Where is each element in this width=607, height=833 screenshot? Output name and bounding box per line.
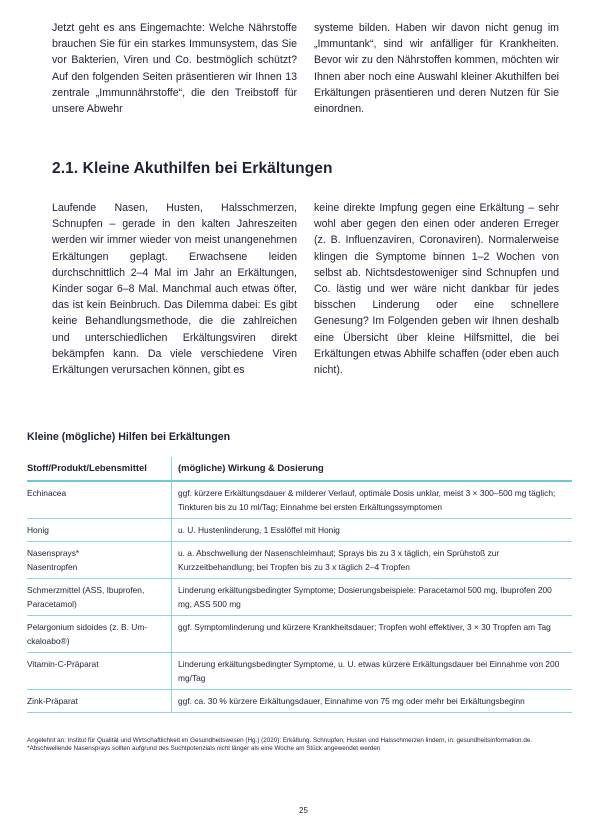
intro-left-column: Jetzt geht es ans Eingemachte: Welche Nährstoffe brauchen Sie für ein starkes Immunsystem, das Sie vor Bakterien, Viren und Co. bestmöglich schützt? Auf den folgenden Seiten präsentieren wir Ihnen 13 zentrale „Immunnährstoffe“, die den Treibstoff für unsere Abwehr [52,22,297,116]
row-substance: Vitamin-C-Präparat [27,653,172,690]
table-row [27,481,572,519]
row-substance: Pelargonium sidoides (z. B. Umckaloabo®) [27,616,172,653]
row-effect: u. a. Abschwellung der Nasenschleimhaut; Sprays bis zu 3 x täglich, ein Sprühstoß zur Kurzzeitbehandlung; bei Tropfen bis zu 3 x täglich 2–4 Tropfen [172,542,573,579]
table-row [27,579,572,616]
row-substance: Honig [27,519,172,542]
remedies-table [27,457,572,713]
row-substance: Schmerzmittel (ASS, Ibuprofen, Paracetamol) [27,579,172,616]
table-row [27,616,572,653]
row-effect: Linderung erkältungsbedingter Symptome, u. U. etwas kürzere Erkältungsdauer bei Einnahme von 200 mg/Tag [172,653,573,690]
table-row [27,690,572,713]
table-header-row [27,457,572,481]
nasal-spray-note: *Abschwellende Nasensprays sollten aufgrund des Suchtpotenzials nicht länger als eine Woche am Stück angewendet werden [27,745,381,752]
footnotes [27,737,572,753]
row-effect: ggf. kürzere Erkältungsdauer & milderer Verlauf, optimale Dosis unklar, meist 3 × 300–500 mg täglich; Tinkturen bis zu 10 ml/Tag; Einnahme bei ersten Erkältungssymptomen [172,481,573,519]
section-right-column: keine direkte Impfung gegen eine Erkältung – sehr wohl aber gegen den einen oder anderen Erreger (z. B. Influenzaviren, Coronaviren). Normalerweise klingen die Symptome binnen 1–2 Wochen von selbst ab. Nichtsdestoweniger sind Schnupfen und Co. lästig und wer wäre nicht dankbar für jedes bisschen Linderung oder eine schnellere Genesung? Im Folgenden geben wir Ihnen deshalb eine Übersicht über kleine Hilfsmittel, die bei Erkältungen etwas Abhilfe schaffen (oder eben auch nicht). [314,202,559,377]
intro-columns [52,20,559,117]
section-heading: 2.1. Kleine Akuthilfen bei Erkältungen [52,160,333,177]
row-effect: u. U. Hustenlinderung, 1 Esslöffel mit Honig [172,519,573,542]
table-row [27,519,572,542]
column-header-substance: Stoff/Produkt/Lebensmittel [27,457,172,481]
section-left-column: Laufende Nasen, Husten, Halsschmerzen, Schnupfen – gerade in den kalten Jahreszeiten werden wir immer wieder von meist unangenehmen Erkältungen geplagt. Erwachsene leiden durchschnittlich 2–4 Mal im Jahr an Erkältungen, Kinder sogar 6–8 Mal. Manchmal auch etwas öfter, das ist kein Beinbruch. Das Dilemma dabei: Es gibt keine Behandlungsmethode, die die zahlreichen und unterschiedlichen Erkältungsviren direkt bekämpfen kann. Da viele verschiedene Viren Erkältungen verursachen können, gibt es [52,202,297,377]
column-header-effect: (mögliche) Wirkung & Dosierung [172,457,573,481]
row-effect: ggf. Symptomlinderung und kürzere Krankheitsdauer; Tropfen wohl effektiver, 3 × 30 Tropfen am Tag [172,616,573,653]
table-row [27,542,572,579]
row-effect: ggf. ca. 30 % kürzere Erkältungsdauer, Einnahme von 75 mg oder mehr bei Erkältungsbeginn [172,690,573,713]
page-number: 25 [299,806,308,815]
source-note: Angelehnt an: Institut für Qualität und Wirtschaftlichkeit im Gesundheitswesen (Hg.) (2020): Erkältung. Schnupfen, Husten und Halsschmerzen lindern, in: gesundheitsinformation.de. [27,737,533,744]
table-row [27,653,572,690]
row-substance: Echinacea [27,481,172,519]
row-substance: Nasensprays* Nasentropfen [27,542,172,579]
row-effect: Linderung erkältungsbedingter Symptome; Dosierungsbeispiele: Paracetamol 500 mg, Ibuprofen 200 mg, ASS 500 mg [172,579,573,616]
section-columns [52,200,559,378]
intro-right-column: systeme bilden. Haben wir davon nicht genug im „Immuntank“, sind wir anfälliger für Krankheiten. Bevor wir zu den Nährstoffen kommen, möchten wir Ihnen aber noch eine Auswahl kleiner Akuthilfen bei Erkältungen präsentieren und deren Nutzen für Sie einordnen. [314,22,559,116]
table-title: Kleine (mögliche) Hilfen bei Erkältungen [27,431,231,443]
row-substance: Zink-Präparat [27,690,172,713]
